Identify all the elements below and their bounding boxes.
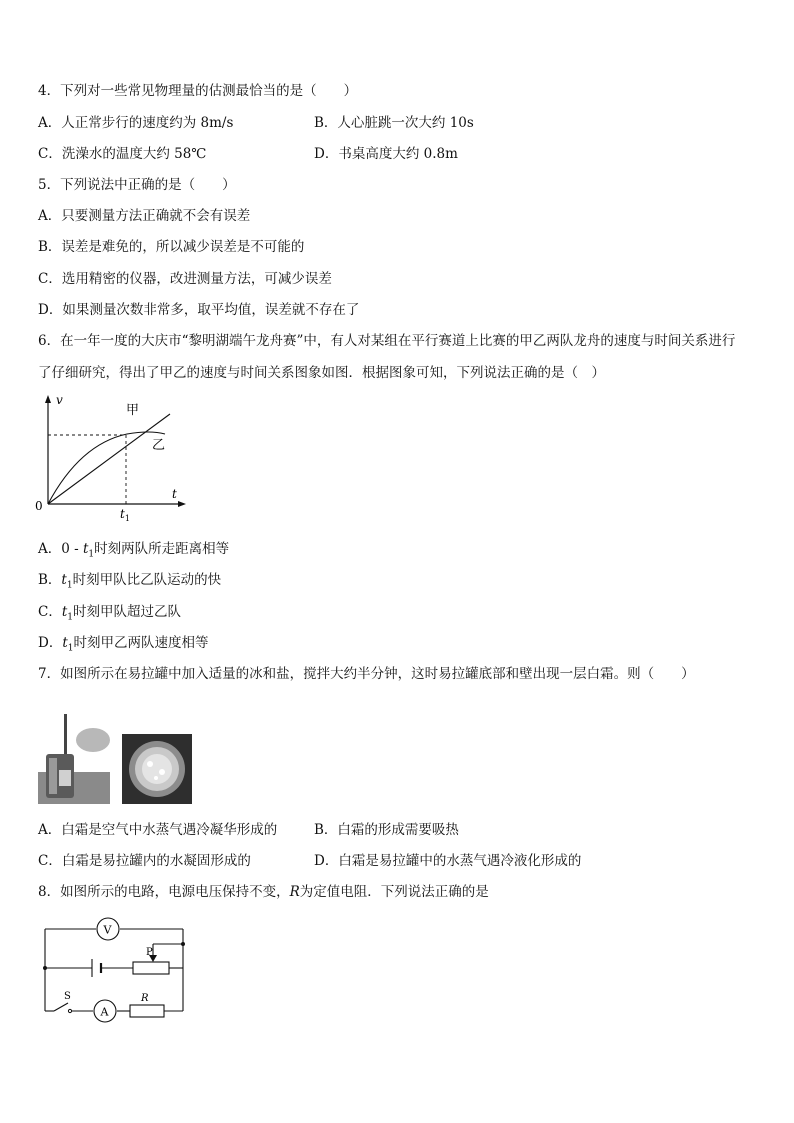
q6-d-pre: D． [38,635,63,651]
t1-label [120,507,130,523]
q4-option-c: C．洗澡水的温度大约 58℃ [38,146,207,162]
q5-stem: 5．下列说法中正确的是（ ） [38,177,236,193]
q6-a-sub: 1 [88,549,95,560]
q8-stem-r: R [289,884,300,900]
label-yi: 乙 [152,438,166,453]
q6-d-sub: 1 [67,643,74,654]
switch-contact [68,1009,71,1012]
q6-c-pre: C． [38,604,62,620]
q6-b-pre: B． [38,572,62,588]
q6-a-post: 时刻两队所走距离相等 [94,541,230,557]
frost-can-photo [122,734,192,804]
label-jia: 甲 [126,403,140,418]
switch-label: S [64,991,71,1002]
q6-c-t: t [61,604,68,620]
q6-option-d [38,634,209,658]
q6-c-sub: 1 [67,612,74,623]
q5-option-c: C．选用精密的仪器，改进测量方法，可减少误差 [38,271,332,287]
q6-a-pre: A．0 - [38,541,83,557]
q8-stem-post: 为定值电阻．下列说法正确的是 [299,884,489,900]
q5-option-d: D．如果测量次数非常多，取平均值，误差就不存在了 [38,302,360,318]
q6-option-b [38,571,221,595]
curve-yi [48,432,165,504]
q7-option-b: B．白霜的形成需要吸热 [314,822,459,838]
q6-d-post: 时刻甲乙两队速度相等 [73,635,209,651]
q4-option-a: A．人正常步行的速度约为 8m/s [38,115,234,131]
q6-velocity-time-graph [30,392,200,527]
q5-option-a: A．只要测量方法正确就不会有误差 [38,208,251,224]
q7-stem: 7．如图所示在易拉罐中加入适量的冰和盐，搅拌大约半分钟，这时易拉罐底部和壁出现一层白霜。则（ ） [38,666,695,682]
q6-d-t: t [62,635,68,651]
q6-stem-line1: 6．在一年一度的大庆市“黎明湖端午龙舟赛”中，有人对某组在平行赛道上比赛的甲乙两队龙舟的速度与时间关系进行 [38,333,736,349]
q6-a-t: t [82,541,89,557]
q6-option-c [38,603,181,627]
q6-b-post: 时刻甲队比乙队运动的快 [72,572,222,588]
q5-option-b: B．误差是难免的，所以减少误差是不可能的 [38,239,305,255]
voltmeter-label: V [103,923,112,937]
q8-circuit-diagram [38,915,190,1021]
q6-c-post: 时刻甲队超过乙队 [73,604,182,620]
q8-stem-pre: 8．如图所示的电路，电源电压保持不变， [38,884,290,900]
junction-right [181,942,185,946]
t-axis-arrow [178,501,186,507]
v-axis-arrow [45,395,51,403]
t1-sub: 1 [124,514,130,523]
origin-label: 0 [35,499,43,513]
q6-option-a [38,540,229,564]
junction-left [43,966,47,970]
q7-option-c: C．白霜是易拉罐内的水凝固形成的 [38,853,251,869]
q6-b-sub: 1 [66,580,73,591]
v-axis-label: v [56,393,63,407]
q7-option-d: D．白霜是易拉罐中的水蒸气遇冷液化形成的 [314,853,582,869]
resistor-symbol [130,1005,164,1017]
q4-option-b: B．人心脏跳一次大约 10s [314,115,474,131]
rheostat-symbol [133,962,169,974]
can-stirring-photo [38,712,110,804]
q6-b-t: t [61,572,67,588]
t1-t: t [120,507,125,521]
q8-stem [38,883,489,901]
slider-label: P [146,947,153,958]
q7-option-a: A．白霜是空气中水蒸气遇冷凝华形成的 [38,822,278,838]
q4-stem: 4．下列对一些常见物理量的估测最恰当的是（ ） [38,83,358,99]
q6-stem-line2: 了仔细研究，得出了甲乙的速度与时间关系图象如图．根据图象可知，下列说法正确的是（ ） [38,365,605,381]
t-axis-label: t [172,487,177,501]
q4-option-d: D．书桌高度大约 0.8m [314,146,458,162]
curve-jia [48,414,170,504]
resistor-label: R [141,993,149,1004]
ammeter-label: A [100,1005,109,1019]
